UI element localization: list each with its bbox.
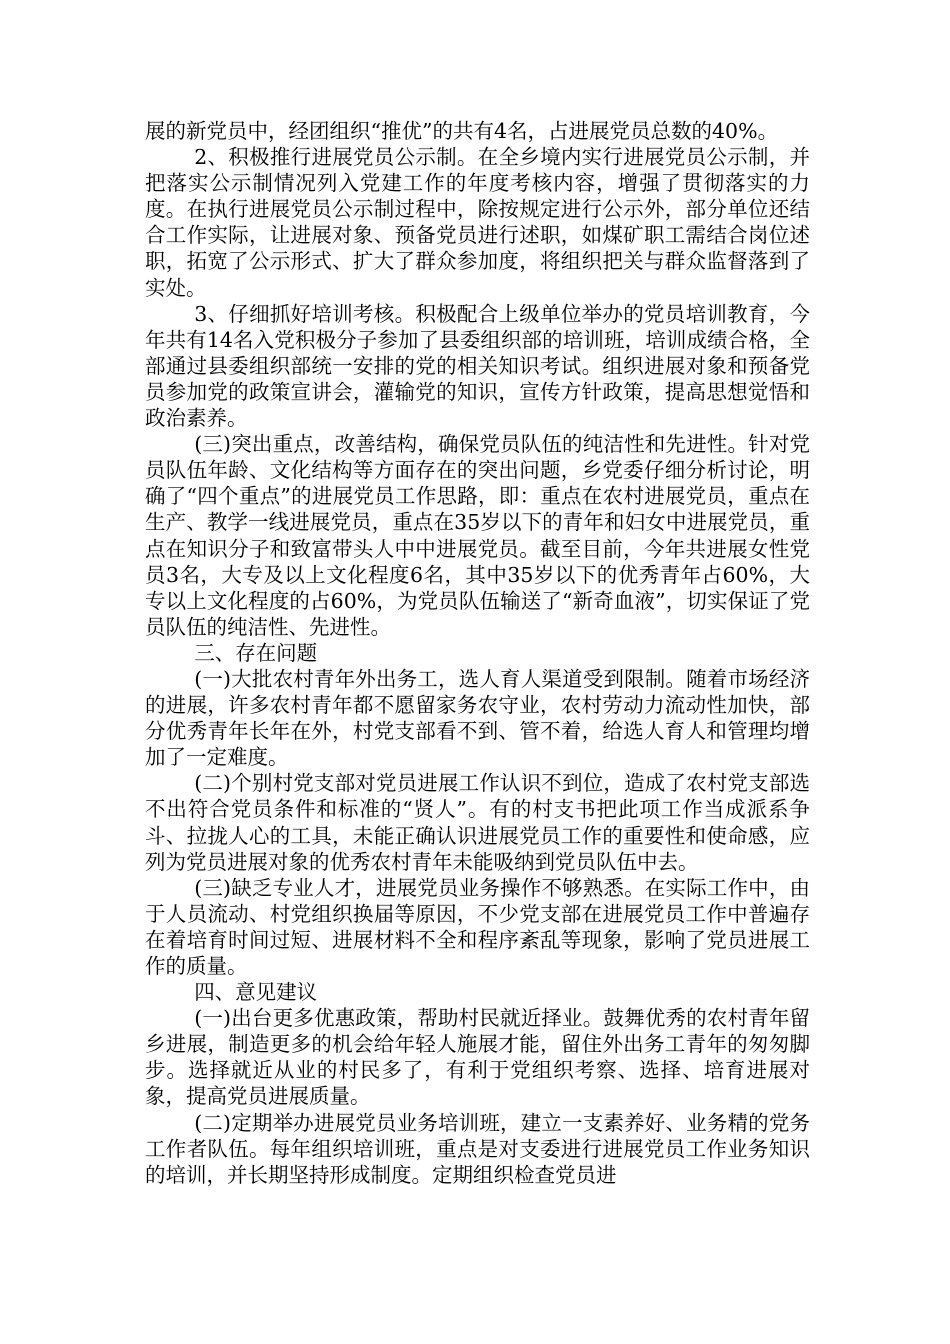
document-body: [145, 118, 810, 1188]
paragraph-highlight-focus: (三)突出重点，改善结构，确保党员队伍的纯洁性和先进性。针对党员队伍年龄、文化结构等方面存在的突出问题，乡党委仔细分析讨论，明确了“四个重点”的进展党员工作思路，即：重点在农村进展党员，重点在生产、教学一线进展党员，重点在35岁以下的青年和妇女中进展党员，重点在知识分子和致富带头人中中进展党员。截至目前，今年共进展女性党员3名，大专及以上文化程度6名，其中35岁以下的优秀青年占60%，大专以上文化程度的占60%，为党员队伍输送了“新奇血液”，切实保证了党员队伍的纯洁性、先进性。: [145, 432, 810, 639]
section-heading-suggestions: 四、意见建议: [194, 980, 318, 1005]
paragraph-problem-2: (二)个别村党支部对党员进展工作认识不到位，造成了农村党支部选不出符合党员条件和标准的“贤人”。有的村支书把此项工作当成派系争斗、拉拢人心的工具，未能正确认识进展党员工作的重要性和使命感，应列为党员进展对象的优秀农村青年未能吸纳到党员队伍中去。: [145, 771, 810, 874]
paragraph-problem-3: (三)缺乏专业人才，进展党员业务操作不够熟悉。在实际工作中，由于人员流动、村党组织换届等原因，不少党支部在进展党员工作中普遍存在着培育时间过短、进展材料不全和程序紊乱等现象，影响了党员进展工作的质量。: [145, 875, 810, 978]
paragraph-problem-1: (一)大批农村青年外出务工，选人育人渠道受到限制。随着市场经济的进展，许多农村青年都不愿留家务农守业，农村劳动力流动性加快，部分优秀青年长年在外，村党支部看不到、管不着，给选人育人和管理均增加了一定难度。: [145, 666, 810, 770]
paragraph-training-assessment: 3、仔细抓好培训考核。积极配合上级单位举办的党员培训教育，今年共有14名入党积极分子参加了县委组织部的培训班，培训成绩合格，全部通过县委组织部统一安排的党的相关知识考试。组织进展对象和预备党员参加党的政策宣讲会，灌输党的知识，宣传方针政策，提高思想觉悟和政治素养。: [145, 301, 810, 431]
paragraph-continuation: 展的新党员中，经团组织“推优”的共有4名，占进展党员总数的40%。: [145, 119, 779, 143]
paragraph-publicity-system: 2、积极推行进展党员公示制。在全乡境内实行进展党员公示制，并把落实公示制情况列入党建工作的年度考核内容，增强了贯彻落实的力度。在执行进展党员公示制过程中，除按规定进行公示外，部分单位还结合工作实际，让进展对象、预备党员进行述职，如煤矿职工需结合岗位述职，拓宽了公示形式、扩大了群众参加度，将组织把关与群众监督落到了实处。: [145, 145, 810, 300]
paragraph-suggestion-2: (二)定期举办进展党员业务培训班，建立一支素养好、业务精的党务工作者队伍。每年组织培训班，重点是对支委进行进展党员工作业务知识的培训，并长期坚持形成制度。定期组织检查党员进: [145, 1110, 810, 1187]
section-heading-problems: 三、存在问题: [194, 640, 318, 665]
paragraph-suggestion-1: (一)出台更多优惠政策，帮助村民就近择业。鼓舞优秀的农村青年留乡进展，制造更多的机会给年轻人施展才能，留住外出务工青年的匆匆脚步。选择就近从业的村民多了，有利于党组织考察、选择、培育进展对象，提高党员进展质量。: [145, 1006, 810, 1109]
